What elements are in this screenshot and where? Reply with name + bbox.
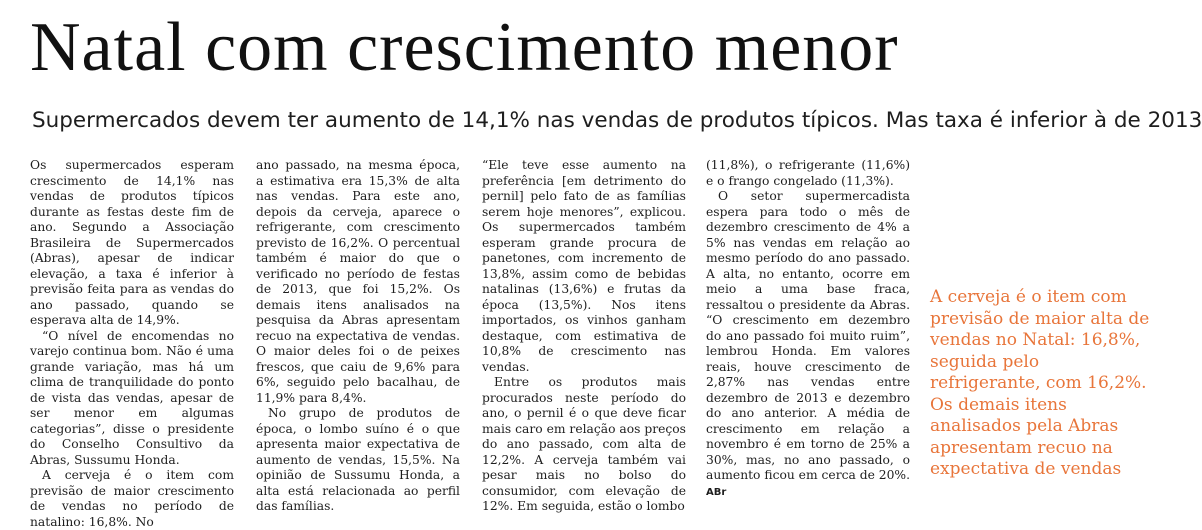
paragraph: ano passado, na mesma época, a estimativa era 15,3% de alta nas vendas. Para este ano, depois da cerveja, aparece o refrigerante, com crescimento previsto de 16,2%. O percentual também é maior do que o verificado no período de festas de 2013, que foi 15,2%. Os demais itens analisados na pesquisa da Abras apresentam recuo na expectativa de vendas. O maior deles foi o de peixes frescos, que caiu de 9,6% para 6%, seguido pelo bacalhau, de 11,9% para 8,4%. <box>256 158 460 405</box>
article-column-4 <box>706 158 910 498</box>
paragraph: Entre os produtos mais procurados neste período do ano, o pernil é o que deve ficar mais caro em relação aos preços do ano passado, com alta de 12,2%. A cerveja também vai pesar mais no bolso do consumidor, com elevação de 12%. Em seguida, estão o lombo <box>482 375 686 513</box>
paragraph: “Ele teve esse aumento na preferência [em detrimento do pernil] pelo fato de as famílias serem hoje menores”, explicou. Os supermercados também esperam grande procura de panetones, com incremento de 13,8%, assim como de bebidas natalinas (13,6%) e frutas da época (13,5%). Nos itens importados, os vinhos ganham destaque, com estimativa de 10,8% de crescimento nas vendas. <box>482 158 686 374</box>
agency-credit: ABr <box>706 486 727 498</box>
paragraph: “O nível de encomendas no varejo continua bom. Não é uma grande variação, mas há um clima de tranquilidade do ponto de vista das vendas, apesar de ser menor em algumas categorias”, disse o presidente do Conselho Consultivo da Abras, Sussumu Honda. <box>30 328 234 467</box>
subheadline: Supermercados devem ter aumento de 14,1% nas vendas de produtos típicos. Mas taxa é inferior à de 2013 <box>32 108 1202 133</box>
pull-quote: A cerveja é o item com previsão de maior alta de vendas no Natal: 16,8%, seguida pelo refrigerante, com 16,2%. Os demais itens analisados pela Abras apresentam recuo na expectativa de vendas <box>930 287 1150 479</box>
paragraph: (11,8%), o refrigerante (11,6%) e o frango congelado (11,3%). <box>706 158 910 188</box>
paragraph-last <box>706 189 910 500</box>
paragraph: Os supermercados esperam crescimento de 14,1% nas vendas de produtos típicos durante as festas deste fim de ano. Segundo a Associação Brasileira de Supermercados (Abras), apesar de indicar elevação, a taxa é inferior à previsão feita para as vendas do ano passado, quando se esperava alta de 14,9%. <box>30 158 234 327</box>
paragraph-text: O setor supermercadista espera para todo o mês de dezembro crescimento de 4% a 5% nas vendas em relação ao mesmo período do ano passado. A alta, no entanto, ocorre em meio a uma base fraca, ressaltou o presidente da Abras. “O crescimento em dezembro do ano passado foi muito ruim”, lembrou Honda. Em valores reais, houve crescimento de 2,87% nas vendas entre dezembro de 2013 e dezembro do ano anterior. A média de crescimento em relação a novembro é em torno de 25% a 30%, mas, no ano passado, o aumento ficou em cerca de 20%. <box>706 189 910 482</box>
article-column-1 <box>30 158 234 529</box>
article-column-2 <box>256 158 460 513</box>
paragraph: A cerveja é o item com previsão de maior crescimento de vendas no período de natalino: 16,8%. No <box>30 468 234 529</box>
article-column-3 <box>482 158 686 513</box>
paragraph: No grupo de produtos de época, o lombo suíno é o que apresenta maior expectativa de aumento de vendas, 15,5%. Na opinião de Sussumu Honda, a alta está relacionada ao perfil das famílias. <box>256 406 460 513</box>
headline: Natal com crescimento menor <box>30 9 899 86</box>
